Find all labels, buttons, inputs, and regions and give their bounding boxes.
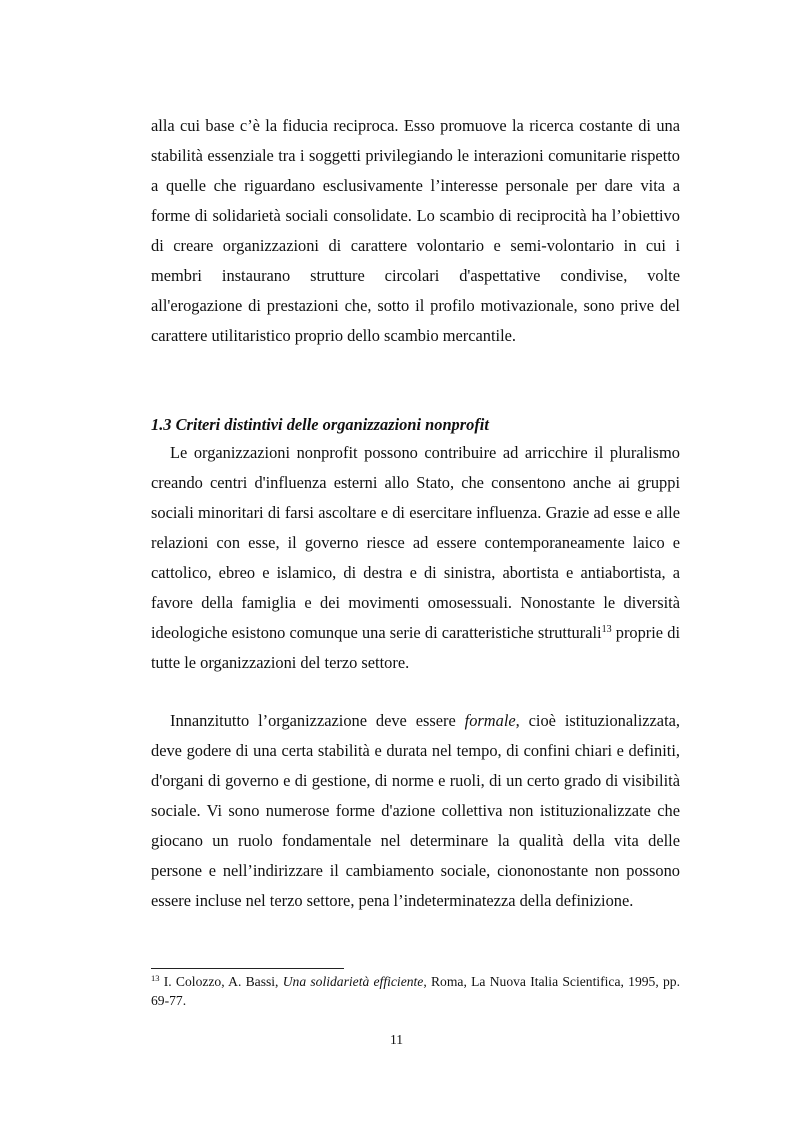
paragraph-2-text-a: Le organizzazioni nonprofit possono contribuire ad arricchire il pluralismo creando centri d'influenza esterni allo Stato, che consentono anche ai gruppi sociali minoritari di farsi ascoltare e di esercitare influenza. Grazie ad esse e alle relazioni con esse, il governo riesce ad essere contemporaneamente laico e cattolico, ebreo e islamico, di destra e di sinistra, abortista e antiabortista, a favore della famiglia e dei movimenti omosessuali. Nonostante le diversità ideologiche esistono comunque una serie di caratteristiche strutturali bbox=[151, 443, 680, 642]
section-heading: 1.3 Criteri distintivi delle organizzazioni nonprofit bbox=[151, 415, 489, 434]
paragraph-3-text-b: , cioè istituzionalizzata, deve godere di una certa stabilità e durata nel tempo, di confini chiari e definiti, d'organi di governo e di gestione, di norme e ruoli, di un certo grado di visibilità sociale. Vi sono numerose forme d'azione collettiva non istituzionalizzate che giocano un ruolo fondamentale nel determinare la qualità della vita delle persone e nell’indirizzare il cambiamento sociale, ciononostante non possono essere incluse nel terzo settore, pena l’indeterminatezza della definizione. bbox=[151, 711, 680, 910]
emphasis-term: formale bbox=[464, 711, 516, 730]
paragraph-2-text-b: proprie di tutte le organizzazioni del terzo settore. bbox=[151, 623, 680, 672]
body-paragraph-3 bbox=[151, 706, 680, 916]
footnote-book-title: Una solidarietà efficiente bbox=[282, 974, 424, 989]
footnote-publication: , Roma, La Nuova Italia Scientifica, 1995, pp. 69-77. bbox=[151, 974, 680, 1008]
footnote-reference[interactable]: 13 bbox=[601, 624, 612, 635]
footnote-authors: I. Colozzo, A. Bassi, bbox=[159, 974, 283, 989]
page-number: 11 bbox=[389, 1032, 404, 1047]
body-paragraph-2 bbox=[151, 438, 680, 678]
paragraph-3-text-a: Innanzitutto l’organizzazione deve essere bbox=[170, 711, 465, 730]
footnote-divider bbox=[151, 968, 344, 969]
footnote-number: 13 bbox=[151, 973, 160, 983]
body-paragraph-1: alla cui base c’è la fiducia reciproca. Esso promuove la ricerca costante di una stabilità essenziale tra i soggetti privilegiando le interazioni comunitarie rispetto a quelle che riguardano esclusivamente l’interesse personale per dare vita a forme di solidarietà sociali consolidate. Lo scambio di reciprocità ha l’obiettivo di creare organizzazioni di carattere volontario e semi-volontario in cui i membri instaurano strutture circolari d'aspettative condivise, volte all'erogazione di prestazioni che, sotto il profilo motivazionale, sono prive del carattere utilitaristico proprio dello scambio mercantile. bbox=[151, 116, 680, 345]
footnote bbox=[151, 972, 680, 1010]
